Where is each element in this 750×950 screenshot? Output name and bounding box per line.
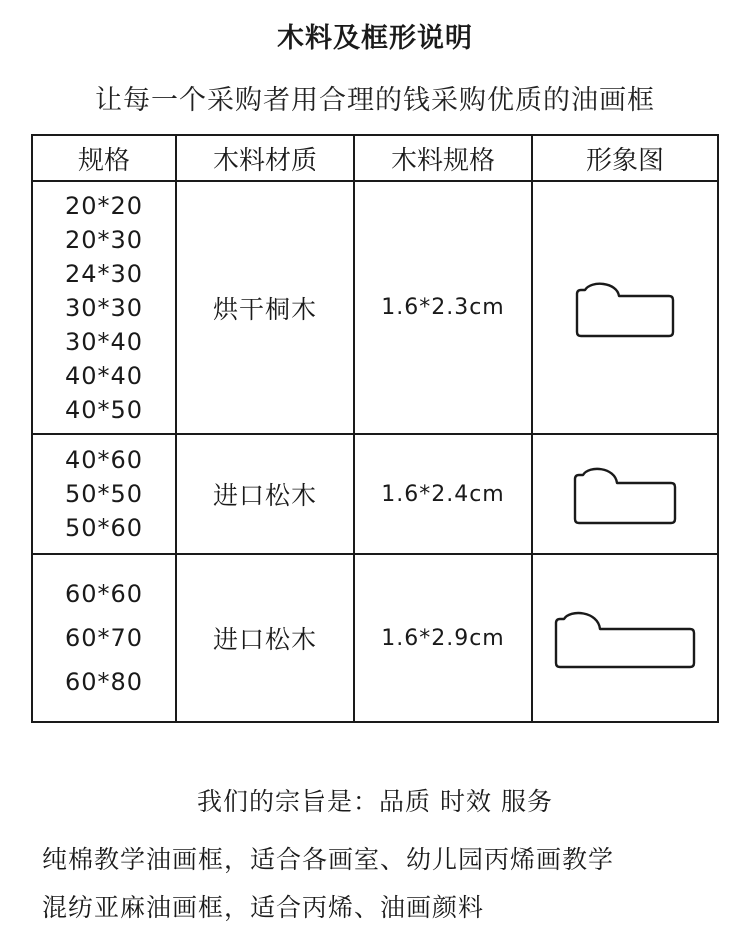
spec-table	[31, 134, 719, 723]
size-item: 24*30	[64, 259, 144, 288]
size-list	[32, 181, 176, 434]
size-item: 30*40	[64, 327, 144, 356]
size-item: 40*60	[64, 446, 144, 474]
frame-profile-icon	[573, 276, 677, 340]
spec-cell: 1.6*2.3cm	[354, 181, 532, 434]
shape-cell	[532, 554, 718, 722]
header-size: 规格	[32, 135, 176, 181]
size-item: 20*20	[64, 191, 144, 220]
header-spec: 木料规格	[354, 135, 532, 181]
size-list	[32, 434, 176, 554]
size-item: 40*40	[64, 361, 144, 390]
table-row	[32, 554, 718, 722]
material-cell: 烘干桐木	[176, 181, 354, 434]
shape-cell	[532, 434, 718, 554]
size-item: 50*50	[64, 480, 144, 508]
material-cell: 进口松木	[176, 554, 354, 722]
table-row	[32, 434, 718, 554]
header-material: 木料材质	[176, 135, 354, 181]
size-item: 50*60	[64, 514, 144, 542]
size-item: 60*60	[64, 580, 144, 608]
frame-profile-icon	[552, 605, 698, 671]
page-title: 木料及框形说明	[277, 23, 473, 54]
size-item: 60*80	[64, 668, 144, 696]
header-shape: 形象图	[532, 135, 718, 181]
cotton-frame-note: 纯棉教学油画框，适合各画室、幼儿园丙烯画教学	[42, 845, 615, 874]
page-subtitle: 让每一个采购者用合理的钱采购优质的油画框	[95, 85, 655, 116]
material-cell: 进口松木	[176, 434, 354, 554]
linen-frame-note: 混纺亚麻油画框，适合丙烯、油画颜料	[42, 893, 485, 922]
table-row	[32, 181, 718, 434]
motto-text: 我们的宗旨是：品质 时效 服务	[197, 787, 553, 816]
spec-cell: 1.6*2.4cm	[354, 434, 532, 554]
size-list	[32, 554, 176, 722]
spec-cell: 1.6*2.9cm	[354, 554, 532, 722]
frame-profile-icon	[571, 461, 679, 527]
shape-cell	[532, 181, 718, 434]
size-item: 20*30	[64, 225, 144, 254]
size-item: 60*70	[64, 624, 144, 652]
size-item: 30*30	[64, 293, 144, 322]
size-item: 40*50	[64, 395, 144, 424]
table-header-row	[32, 135, 718, 181]
